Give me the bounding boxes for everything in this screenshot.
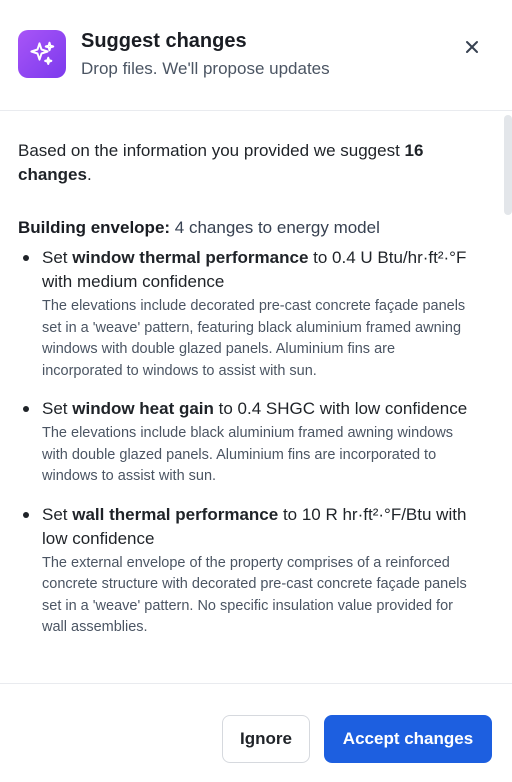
- section-summary: 4 changes to energy model: [170, 218, 380, 237]
- accept-changes-button[interactable]: Accept changes: [324, 715, 492, 763]
- intro-suffix: .: [86, 165, 92, 184]
- change-prefix: Set: [42, 248, 73, 267]
- section-heading: [18, 216, 468, 240]
- change-description: The elevations include black aluminium framed awning windows with double glazed panels. Aluminium fins are incorporated to windows to assist with sun.: [42, 425, 454, 484]
- change-field: window thermal performance: [72, 248, 309, 267]
- change-value: to 0.4 SHGC with low confidence: [213, 399, 468, 418]
- change-prefix: Set: [42, 399, 73, 418]
- scrollbar-thumb[interactable]: [504, 115, 512, 215]
- change-description: The elevations include decorated pre-cast concrete façade panels set in a 'weave' pattern, featuring black aluminium framed awning windows with double glazed panels. Aluminium fins are incorporated to windows to assist with sun.: [42, 298, 466, 379]
- suggestions-content[interactable]: [0, 111, 512, 683]
- list-item: [18, 397, 468, 488]
- close-button[interactable]: [456, 31, 488, 63]
- change-field: window heat gain: [72, 399, 214, 418]
- bullet: [23, 512, 29, 518]
- change-count: 16 changes: [18, 141, 424, 184]
- sparkles-icon: [18, 30, 66, 78]
- intro-prefix: Based on the information you provided we suggest: [18, 141, 405, 160]
- change-summary: [42, 503, 468, 551]
- dialog-title: Suggest changes: [81, 30, 247, 52]
- close-icon: [464, 39, 480, 55]
- change-value: to 0.4 U Btu/hr·ft²·°F with medium confidence: [42, 248, 467, 291]
- section-name: Building envelope:: [18, 218, 171, 237]
- dialog-footer: [0, 683, 512, 782]
- dialog-subtitle: Drop files. We'll propose updates: [81, 59, 330, 78]
- ignore-button[interactable]: Ignore: [222, 715, 310, 763]
- suggestions-list-container: [18, 139, 468, 654]
- intro-text: [18, 139, 468, 187]
- changes-list: [18, 246, 468, 639]
- scrollbar[interactable]: [504, 111, 512, 683]
- list-item: [18, 503, 468, 639]
- change-field: wall thermal performance: [72, 504, 279, 524]
- change-summary: [42, 246, 468, 294]
- bullet: [23, 255, 29, 261]
- dialog-header: [0, 0, 512, 111]
- bullet: [23, 406, 29, 412]
- change-prefix: Set: [42, 504, 73, 524]
- list-item: [18, 246, 468, 382]
- change-value: to 10 R hr·ft²·°F/Btu with low confidence: [42, 504, 467, 548]
- change-description: The external envelope of the property comprises of a reinforced concrete structure with decorated pre-cast concrete façade panels set in a 'weave' pattern. No specific insulation value provided for wall assemblies.: [42, 554, 467, 635]
- change-summary: [42, 397, 468, 421]
